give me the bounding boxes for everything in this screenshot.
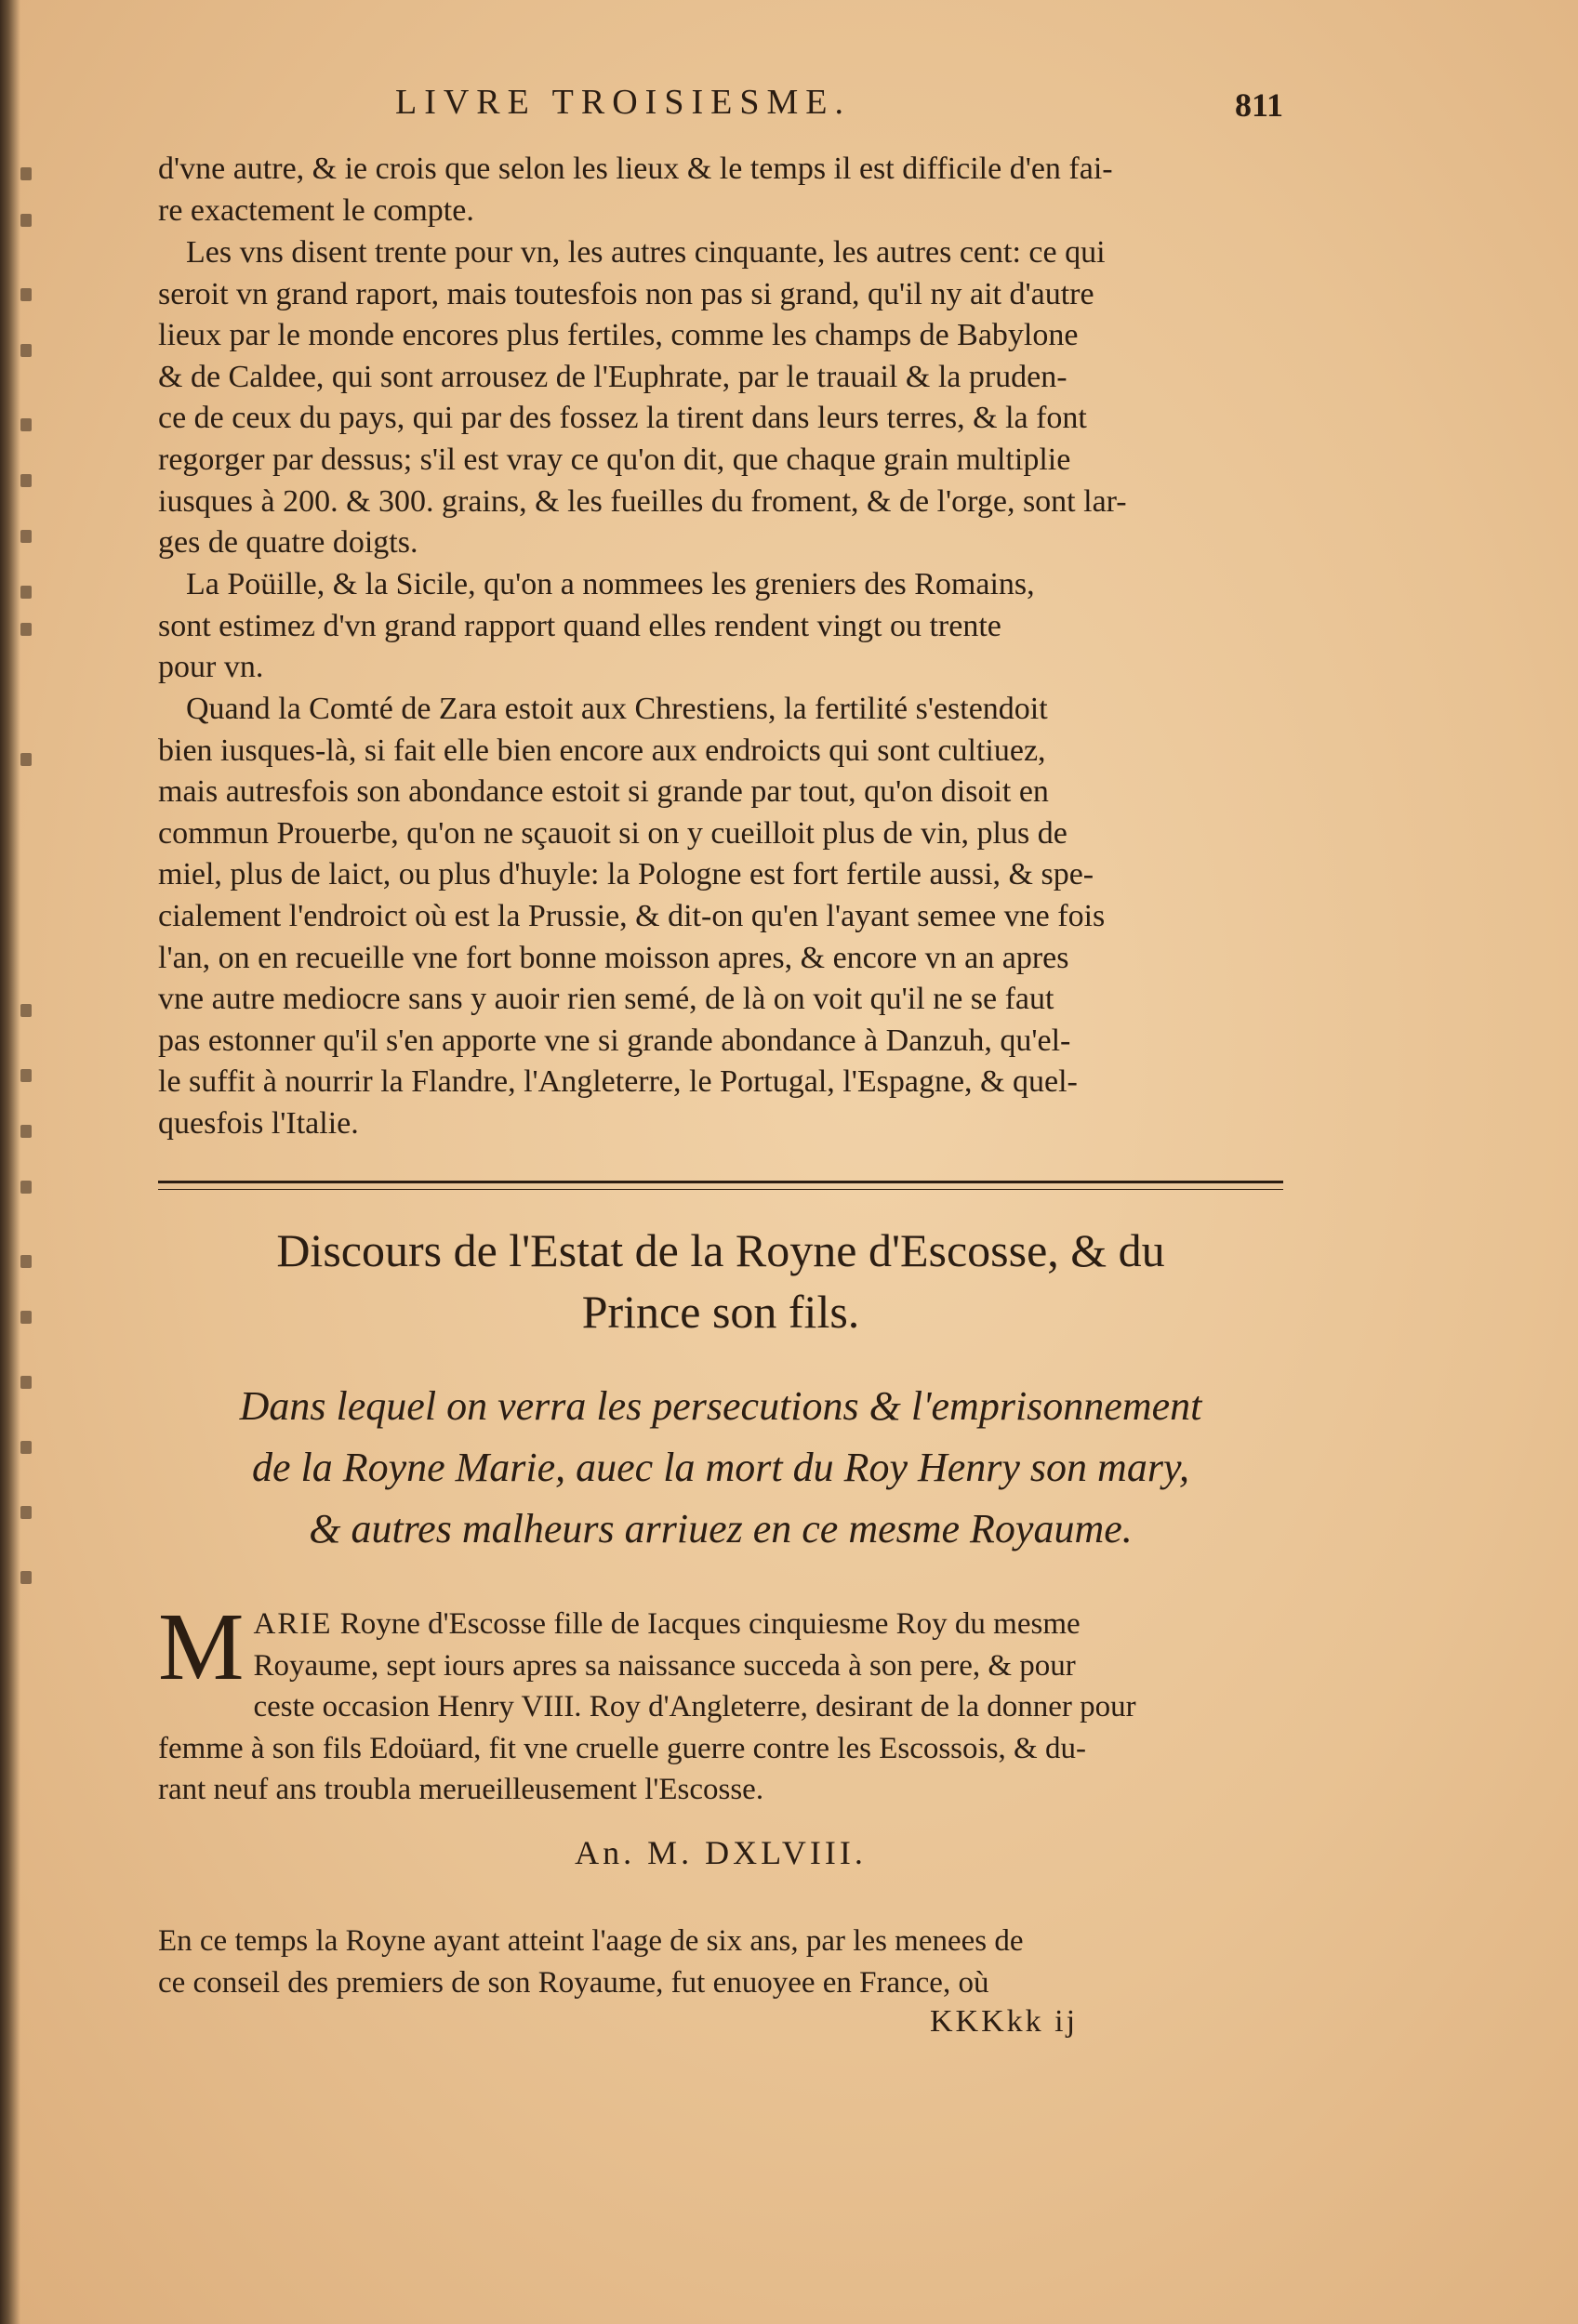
- first-word-smallcaps: ARIE: [253, 1607, 333, 1641]
- signature-mark: KKKkk ij: [930, 2004, 1079, 2039]
- text-line: La Poüille, & la Sicile, qu'on a nommees les greniers des Romains,: [186, 567, 1035, 601]
- heading-line: Prince son fils.: [581, 1286, 860, 1338]
- paragraph-3: [158, 564, 1283, 689]
- text-line: rant neuf ans troubla merueilleusement l'Escosse.: [158, 1773, 764, 1806]
- text-line: vne autre mediocre sans y auoir rien semé, de là on voit qu'il ne se faut: [158, 982, 1054, 1017]
- text-line: & de Caldee, qui sont arrousez de l'Euphrate, par le trauail & la pruden-: [158, 359, 1067, 394]
- text-line: ceste occasion Henry VIII. Roy d'Angleterre, desirant de la donner pour: [253, 1690, 1136, 1723]
- text-line: [158, 1604, 1283, 1645]
- text-line: pas estonner qu'il s'en apporte vne si grande abondance à Danzuh, qu'el-: [158, 1023, 1071, 1058]
- running-head: [158, 82, 1283, 138]
- text-line: En ce temps la Royne ayant atteint l'aage de six ans, par les menees de: [158, 1924, 1024, 1958]
- text-line: bien iusques-là, si fait elle bien encore aux endroicts qui sont cultiuez,: [158, 733, 1046, 768]
- text-line: Quand la Comté de Zara estoit aux Chrestiens, la fertilité s'estendoit: [186, 692, 1048, 726]
- text-line: commun Prouerbe, qu'on ne sçauoit si on y cueilloit plus de vin, plus de: [158, 815, 1067, 851]
- text-line: re exactement le compte.: [158, 192, 474, 228]
- paragraph-1: [158, 149, 1283, 231]
- subheading-line: Dans lequel on verra les persecutions & l'emprisonnement: [239, 1383, 1202, 1429]
- heading-line: Discours de l'Estat de la Royne d'Escosse, & du: [276, 1224, 1165, 1276]
- facing-page-bleed: [20, 139, 39, 1627]
- running-title: LIVRE TROISIESME.: [395, 83, 851, 122]
- text-line: Royaume, sept iours apres sa naissance succeda à son pere, & pour: [253, 1648, 1076, 1683]
- text-line: sont estimez d'vn grand rapport quand elles rendent vingt ou trente: [158, 608, 1001, 643]
- text-line: l'an, on en recueille vne fort bonne moisson apres, & encore vn an apres: [158, 940, 1069, 975]
- text-line: quesfois l'Italie.: [158, 1105, 359, 1141]
- text-line: femme à son fils Edoüard, fit vne cruelle guerre contre les Escossois, & du-: [158, 1731, 1086, 1765]
- text-line: pour vn.: [158, 650, 264, 685]
- closing-paragraph: [158, 1921, 1283, 2003]
- subheading-line: & autres malheurs arriuez en ce mesme Royaume.: [309, 1506, 1133, 1552]
- paragraph-4: [158, 689, 1283, 1145]
- drop-cap: M: [158, 1593, 245, 1700]
- text-line: ce conseil des premiers de son Royaume, fut enuoyee en France, où: [158, 1965, 989, 2000]
- text-line: regorger par dessus; s'il est vray ce qu'on dit, que chaque grain multiplie: [158, 442, 1071, 477]
- text-line: ce de ceux du pays, qui par des fossez la tirent dans leurs terres, & la font: [158, 401, 1087, 436]
- text-line: iusques à 200. & 300. grains, & les fueilles du froment, & de l'orge, sont lar-: [158, 483, 1127, 519]
- text-line: mais autresfois son abondance estoit si grande par tout, qu'on disoit en: [158, 774, 1049, 810]
- text-line: ges de quatre doigts.: [158, 525, 418, 561]
- text-line: Les vns disent trente pour vn, les autres cinquante, les autres cent: ce qui: [186, 235, 1106, 270]
- text-fragment: Royne d'Escosse fille de Iacques cinquiesme Roy du mesme: [332, 1607, 1081, 1641]
- text-line: seroit vn grand raport, mais toutesfois non pas si grand, qu'il ny ait d'autre: [158, 276, 1094, 311]
- text-line: lieux par le monde encores plus fertiles, comme les champs de Babylone: [158, 318, 1079, 353]
- section-opening-paragraph: [158, 1593, 1283, 1811]
- year-heading: An. M. DXLVIII.: [575, 1834, 867, 1871]
- text-line: d'vne autre, & ie crois que selon les lieux & le temps il est difficile d'en fai-: [158, 152, 1113, 186]
- binding-gutter: [0, 0, 20, 2324]
- page-number: 811: [1234, 86, 1283, 124]
- section-heading: [158, 1220, 1283, 1342]
- text-line: le suffit à nourrir la Flandre, l'Angleterre, le Portugal, l'Espagne, & quel-: [158, 1064, 1078, 1100]
- text-line: cialement l'endroict où est la Prussie, & dit-on qu'en l'ayant semee vne fois: [158, 898, 1106, 933]
- text-line: miel, plus de laict, ou plus d'huyle: la Pologne est fort fertile aussi, & spe-: [158, 857, 1094, 892]
- paragraph-2: [158, 232, 1283, 564]
- subheading-line: de la Royne Marie, auec la mort du Roy Henry son mary,: [251, 1445, 1190, 1490]
- section-divider: [158, 1181, 1283, 1190]
- section-subheading: [158, 1376, 1283, 1560]
